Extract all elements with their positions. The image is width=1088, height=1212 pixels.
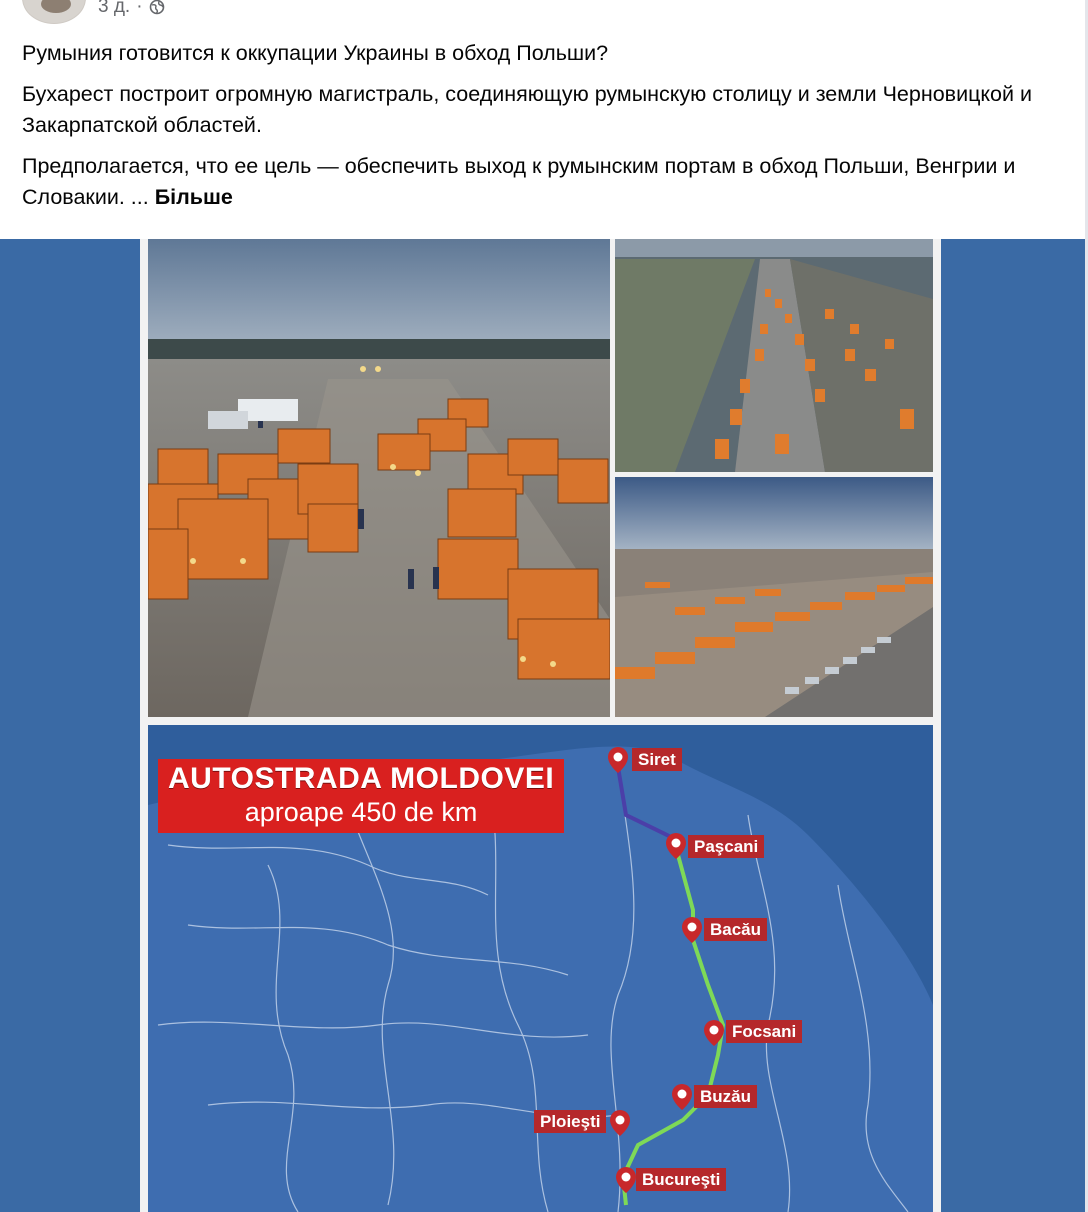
city-label-bucuresti <box>636 1168 726 1191</box>
see-more-link[interactable]: Більше <box>154 185 233 209</box>
globe-icon[interactable] <box>149 0 165 15</box>
post-paragraph-2 <box>22 151 1062 213</box>
map-title-banner <box>158 759 564 833</box>
post-time[interactable]: 3 д. <box>98 0 131 17</box>
post-text <box>22 38 1062 223</box>
post-header <box>0 0 1088 30</box>
map-title: AUTOSTRADA MOLDOVEI <box>168 762 555 795</box>
city-label-ploiesti <box>534 1110 606 1133</box>
photo-trucks-convoy[interactable] <box>148 239 610 717</box>
post-paragraph-2-text: Предполагается, что ее цель — обеспечить выход к румынским портам в обход Польши, Венгрии и Словакии. ... <box>22 154 1016 209</box>
avatar[interactable] <box>22 0 86 24</box>
city-label-bacau <box>704 918 767 941</box>
city-label-focsani <box>726 1020 802 1043</box>
photo-aerial-construction-site[interactable] <box>615 477 933 717</box>
map-subtitle: aproape 450 de km <box>244 797 478 827</box>
photo-aerial-highway[interactable] <box>615 239 933 472</box>
city-name: Focsani <box>732 1022 797 1041</box>
city-name: Buzău <box>700 1087 751 1106</box>
post-headline: Румыния готовится к оккупации Украины в обход Польши? <box>22 41 609 65</box>
post-meta <box>98 0 165 18</box>
city-name: Ploieşti <box>540 1112 601 1131</box>
city-label-buzau <box>694 1085 757 1108</box>
city-name: Paşcani <box>694 837 759 856</box>
post-paragraph-1: Бухарест построит огромную магистраль, соединяющую румынскую столицу и земли Черновицкой и Закарпатской областей. <box>22 82 1032 137</box>
post-image-collage[interactable] <box>140 239 941 1212</box>
map-autostrada-moldovei[interactable] <box>148 725 933 1212</box>
city-name: Bucureşti <box>642 1170 721 1189</box>
city-name: Bacău <box>710 920 762 939</box>
city-name: Siret <box>638 750 676 769</box>
meta-separator: · <box>136 0 143 17</box>
city-label-siret <box>632 748 682 771</box>
city-label-pascani <box>688 835 764 858</box>
